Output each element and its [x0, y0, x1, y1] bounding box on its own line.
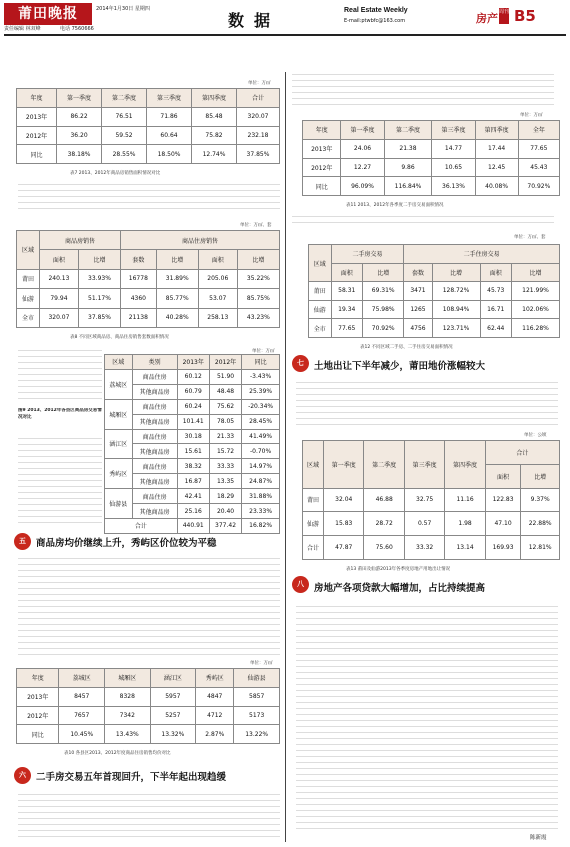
- table-cell: 8457: [59, 687, 105, 706]
- table-cell: 同比: [17, 145, 57, 164]
- table-cell: 其他商品房: [132, 504, 177, 519]
- table-cell: 31.89%: [156, 269, 198, 288]
- table-header: 第二季度: [102, 89, 147, 108]
- table12-unit: 单位：万㎡、套: [514, 235, 546, 240]
- table12-caption: 表12 不同区域二手房、二手住房交易面积情况: [360, 345, 453, 350]
- table-header: 区域: [309, 245, 332, 282]
- table-header: 第四季度: [445, 441, 485, 489]
- table-header: 面积: [40, 250, 79, 269]
- table-cell: 60.64: [147, 126, 192, 145]
- table-cell: 85.77%: [156, 289, 198, 308]
- column-divider: [285, 72, 286, 842]
- table-cell: 仙游县: [105, 489, 133, 519]
- section-number-badge: 五: [14, 533, 31, 550]
- table-cell: 12.27: [341, 158, 384, 177]
- masthead-logo: 莆田晚报: [4, 3, 92, 25]
- table-cell: 16778: [121, 269, 157, 288]
- table-cell: 71.86: [147, 107, 192, 126]
- table-cell: 其他商品房: [132, 444, 177, 459]
- table-cell: 70.92%: [518, 177, 559, 196]
- table-cell: 43.23%: [237, 308, 279, 327]
- table-cell: -3.43%: [242, 369, 280, 384]
- table12: [308, 244, 560, 338]
- table-cell: 36.13%: [432, 177, 475, 196]
- table-header: 商品住房销售: [121, 231, 280, 250]
- table-cell: 37.85%: [78, 308, 120, 327]
- table-cell: 121.99%: [512, 282, 560, 301]
- table-cell: 5957: [150, 687, 196, 706]
- table-header: 面积: [485, 464, 521, 488]
- table-header: 比增: [432, 263, 480, 282]
- table-header: 第三季度: [147, 89, 192, 108]
- section-title: 数据: [228, 11, 281, 30]
- table-header: 套数: [121, 250, 157, 269]
- table13: [302, 440, 560, 560]
- table-cell: 30.18: [177, 429, 209, 444]
- table-header: 类别: [132, 355, 177, 370]
- table-cell: 13.22%: [234, 725, 280, 744]
- table-cell: 19.34: [331, 300, 362, 319]
- table8-caption: 表8 不同区域商品房、商品住房销售套数面积情况: [70, 335, 169, 340]
- table-cell: 32.75: [404, 488, 444, 512]
- table-cell: 1.98: [445, 512, 485, 536]
- table-cell: 60.24: [177, 399, 209, 414]
- table-cell: 仙游: [17, 289, 40, 308]
- table-cell: 75.62: [209, 399, 241, 414]
- table-header: 第一季度: [341, 121, 384, 140]
- table-cell: 全市: [17, 308, 40, 327]
- table-row: [303, 536, 560, 560]
- table-header: 比增: [78, 250, 120, 269]
- table-cell: 2012年: [303, 158, 341, 177]
- page-number: B5: [514, 7, 536, 25]
- table13-caption: 表13 莆田及仙游2013年各季度房地产用地出让情况: [346, 567, 451, 572]
- body-text-block: [18, 556, 280, 658]
- table-header: 比增: [512, 263, 560, 282]
- table-cell: 17.44: [475, 139, 518, 158]
- table-row: [309, 282, 560, 301]
- table-header: 区域: [303, 441, 324, 489]
- table-cell: 16.71: [480, 300, 511, 319]
- table-header: 第三季度: [404, 441, 444, 489]
- phone-number: 电话 7560666: [60, 26, 94, 32]
- table-cell: 2013年: [17, 107, 57, 126]
- table8-unit: 单位：万㎡、套: [240, 223, 272, 228]
- table-cell: 25.16: [177, 504, 209, 519]
- table-cell: 9.86: [384, 158, 432, 177]
- table-cell: 莆田: [303, 488, 324, 512]
- table-cell: 320.07: [40, 308, 79, 327]
- table-cell: 3471: [404, 282, 432, 301]
- table-header: 第二季度: [384, 121, 432, 140]
- table-row: [303, 488, 560, 512]
- table-cell: 37.85%: [237, 145, 280, 164]
- table-cell: 40.28%: [156, 308, 198, 327]
- table-header: 2012年: [209, 355, 241, 370]
- table-header: 第一季度: [57, 89, 102, 108]
- table-cell: 4847: [196, 687, 234, 706]
- contact-email: E-mail:ptwbfc@163.com: [344, 18, 406, 24]
- table-cell: 7657: [59, 706, 105, 725]
- table9-unit: 单位：万㎡: [252, 349, 275, 354]
- section-heading: 房地产各项贷款大幅增加，占比持续提高: [314, 583, 486, 594]
- table-cell: 102.06%: [512, 300, 560, 319]
- table-cell: -0.70%: [242, 444, 280, 459]
- table-cell: 232.18: [237, 126, 280, 145]
- table-row: [303, 512, 560, 536]
- table-cell: 莆田: [17, 269, 40, 288]
- table-header: 区域: [105, 355, 133, 370]
- table-cell: 128.72%: [432, 282, 480, 301]
- table-cell: 51.17%: [78, 289, 120, 308]
- table-cell: 16.87: [177, 474, 209, 489]
- table-row: [105, 459, 280, 474]
- table-cell: 85.48: [192, 107, 237, 126]
- table-cell: 40.08%: [475, 177, 518, 196]
- section-tag: 房产: [476, 12, 498, 25]
- table-cell: 38.32: [177, 459, 209, 474]
- table-cell: 75.98%: [363, 300, 404, 319]
- table-cell: 7342: [105, 706, 151, 725]
- table-cell: 47.10: [485, 512, 521, 536]
- table-cell: 15.72: [209, 444, 241, 459]
- table7-unit: 单位：万㎡: [248, 81, 271, 86]
- table-cell: 合计: [105, 518, 178, 533]
- body-text-block: [292, 214, 554, 228]
- table-cell: 24.87%: [242, 474, 280, 489]
- table-header: 荔城区: [59, 669, 105, 688]
- table-header: 年度: [17, 669, 59, 688]
- table-cell: -20.34%: [242, 399, 280, 414]
- table-cell: 320.07: [237, 107, 280, 126]
- table-cell: 1265: [404, 300, 432, 319]
- table-row: [309, 300, 560, 319]
- section-number-badge: 七: [292, 355, 309, 372]
- table-cell: 38.18%: [57, 145, 102, 164]
- table-cell: 205.06: [198, 269, 237, 288]
- table-cell: 莆田: [309, 282, 332, 301]
- table-cell: 15.61: [177, 444, 209, 459]
- weekly-name: Real Estate Weekly: [344, 7, 408, 14]
- table-row: [17, 687, 280, 706]
- table-cell: 2012年: [17, 126, 57, 145]
- table-cell: 4360: [121, 289, 157, 308]
- table11-unit: 单位：万㎡: [520, 113, 543, 118]
- issue-date: 2014年1月30日 星期四: [96, 6, 150, 12]
- table-cell: 18.29: [209, 489, 241, 504]
- table-row: [17, 269, 280, 288]
- table-cell: 13.14: [445, 536, 485, 560]
- table-cell: 240.13: [40, 269, 79, 288]
- table-cell: 33.32: [404, 536, 444, 560]
- table-row: [105, 518, 280, 533]
- byline: 陈新霞: [530, 835, 547, 841]
- table-cell: 21138: [121, 308, 157, 327]
- table-cell: 21.33: [209, 429, 241, 444]
- table-cell: 5257: [150, 706, 196, 725]
- table-cell: 75.82: [192, 126, 237, 145]
- table-cell: 2012年: [17, 706, 59, 725]
- table-cell: 13.32%: [150, 725, 196, 744]
- table-cell: 0.57: [404, 512, 444, 536]
- table-cell: 258.13: [198, 308, 237, 327]
- table-cell: 14.97%: [242, 459, 280, 474]
- table9: [104, 354, 280, 534]
- table-header: 比增: [237, 250, 279, 269]
- table-header: 面积: [480, 263, 511, 282]
- table-cell: 13.43%: [105, 725, 151, 744]
- section-number-badge: 八: [292, 576, 309, 593]
- table-cell: 122.83: [485, 488, 521, 512]
- table-cell: 5857: [234, 687, 280, 706]
- table-cell: 85.75%: [237, 289, 279, 308]
- table-row: [105, 399, 280, 414]
- table-cell: 商品住房: [132, 429, 177, 444]
- table-row: [17, 145, 280, 164]
- table-row: [17, 107, 280, 126]
- table-cell: 377.42: [209, 518, 241, 533]
- table-cell: 14.77: [432, 139, 475, 158]
- table-header: 合计: [237, 89, 280, 108]
- table13-unit: 单位：公顷: [524, 433, 547, 438]
- table-cell: 合计: [303, 536, 324, 560]
- table-header: 年度: [303, 121, 341, 140]
- table-row: [17, 725, 280, 744]
- table-cell: 商品住房: [132, 459, 177, 474]
- table-header: 秀屿区: [196, 669, 234, 688]
- table-cell: 8328: [105, 687, 151, 706]
- table-row: [17, 126, 280, 145]
- table-cell: 2013年: [17, 687, 59, 706]
- table-row: [17, 289, 280, 308]
- table-header: 比增: [156, 250, 198, 269]
- table-cell: 35.22%: [237, 269, 279, 288]
- table-cell: 18.50%: [147, 145, 192, 164]
- table-cell: 2013年: [303, 139, 341, 158]
- table8: [16, 230, 280, 328]
- section-heading: 土地出让下半年减少，莆田地价涨幅较大: [314, 361, 486, 372]
- table-cell: 76.51: [102, 107, 147, 126]
- table-cell: 仙游: [303, 512, 324, 536]
- table-cell: 商品住房: [132, 489, 177, 504]
- table7: [16, 88, 280, 164]
- table-header: 第一季度: [324, 441, 364, 489]
- table-cell: 51.90: [209, 369, 241, 384]
- section-number-badge: 六: [14, 767, 31, 784]
- table-row: [17, 308, 280, 327]
- table-header: 第二季度: [364, 441, 404, 489]
- section-heading: 二手房交易五年首现回升，下半年起出现趋缓: [36, 772, 227, 783]
- table-cell: 秀屿区: [105, 459, 133, 489]
- header-rule: [4, 34, 566, 36]
- table-cell: 20.40: [209, 504, 241, 519]
- table-cell: 33.93%: [78, 269, 120, 288]
- table-cell: 45.73: [480, 282, 511, 301]
- table11: [302, 120, 560, 196]
- table-cell: 75.60: [364, 536, 404, 560]
- table-cell: 其他商品房: [132, 384, 177, 399]
- table-cell: 169.93: [485, 536, 521, 560]
- table-cell: 32.04: [324, 488, 364, 512]
- table10-caption: 表10 各县区2013、2012年度商品住房销售均价对比: [64, 751, 171, 756]
- weekly-tag: 周刊: [499, 8, 509, 24]
- table-header: 二手住房交易: [404, 245, 560, 264]
- table-cell: 涵江区: [105, 429, 133, 459]
- table-header: 同比: [242, 355, 280, 370]
- table-row: [105, 489, 280, 504]
- table-cell: 2.87%: [196, 725, 234, 744]
- table-cell: 全市: [309, 319, 332, 338]
- table-cell: 41.49%: [242, 429, 280, 444]
- table-cell: 其他商品房: [132, 474, 177, 489]
- table-cell: 108.94%: [432, 300, 480, 319]
- table-cell: 101.41: [177, 414, 209, 429]
- table-cell: 60.79: [177, 384, 209, 399]
- table-cell: 城厢区: [105, 399, 133, 429]
- table-header: 年度: [17, 89, 57, 108]
- sidebar-text: [18, 436, 102, 528]
- table-cell: 4712: [196, 706, 234, 725]
- editor-credit: 责任编辑 林双峰: [4, 26, 41, 32]
- table-cell: 36.20: [57, 126, 102, 145]
- table-cell: 12.45: [475, 158, 518, 177]
- table-cell: 33.33: [209, 459, 241, 474]
- table-cell: 12.74%: [192, 145, 237, 164]
- table-cell: 60.12: [177, 369, 209, 384]
- table-cell: 45.43: [518, 158, 559, 177]
- table-cell: 10.45%: [59, 725, 105, 744]
- table-cell: 69.31%: [363, 282, 404, 301]
- table-cell: 5173: [234, 706, 280, 725]
- body-text-block: [18, 792, 280, 842]
- table10: [16, 668, 280, 744]
- table-cell: 25.39%: [242, 384, 280, 399]
- table-cell: 47.87: [324, 536, 364, 560]
- body-text-block: [296, 380, 558, 428]
- table-cell: 123.71%: [432, 319, 480, 338]
- body-text-block: [296, 604, 558, 830]
- table-header: 商品房销售: [40, 231, 121, 250]
- body-text-block: [18, 182, 280, 210]
- table-cell: 42.41: [177, 489, 209, 504]
- table-cell: 23.33%: [242, 504, 280, 519]
- body-text-block: [292, 72, 554, 106]
- table-cell: 同比: [17, 725, 59, 744]
- table-cell: 31.88%: [242, 489, 280, 504]
- table-header: 合计: [485, 441, 559, 465]
- table-cell: 440.91: [177, 518, 209, 533]
- table-header: 比增: [363, 263, 404, 282]
- table-cell: 78.05: [209, 414, 241, 429]
- table-row: [303, 139, 560, 158]
- table-cell: 其他商品房: [132, 414, 177, 429]
- table-header: 第四季度: [475, 121, 518, 140]
- table-cell: 商品住房: [132, 399, 177, 414]
- sidebar-text: [18, 348, 102, 403]
- table-header: 第四季度: [192, 89, 237, 108]
- table-cell: 28.55%: [102, 145, 147, 164]
- table-cell: 16.82%: [242, 518, 280, 533]
- table-header: 面积: [198, 250, 237, 269]
- table-cell: 同比: [303, 177, 341, 196]
- table-cell: 53.07: [198, 289, 237, 308]
- table-cell: 10.65: [432, 158, 475, 177]
- table-row: [309, 319, 560, 338]
- figure-caption: 图9 2013、2012年各县区商品房交易情况对比: [18, 408, 102, 420]
- table-header: 比增: [521, 464, 560, 488]
- table-cell: 荔城区: [105, 369, 133, 399]
- table-cell: 77.65: [518, 139, 559, 158]
- table-cell: 116.28%: [512, 319, 560, 338]
- table-cell: 9.37%: [521, 488, 560, 512]
- table-header: 涵江区: [150, 669, 196, 688]
- table-header: 城厢区: [105, 669, 151, 688]
- table-cell: 86.22: [57, 107, 102, 126]
- table-header: 第三季度: [432, 121, 475, 140]
- table-header: 面积: [331, 263, 362, 282]
- table-cell: 70.92%: [363, 319, 404, 338]
- table-cell: 59.52: [102, 126, 147, 145]
- table-cell: 116.84%: [384, 177, 432, 196]
- table-cell: 仙游: [309, 300, 332, 319]
- table-row: [105, 369, 280, 384]
- table-header: 全年: [518, 121, 559, 140]
- table-cell: 96.09%: [341, 177, 384, 196]
- table-cell: 12.81%: [521, 536, 560, 560]
- table-row: [105, 429, 280, 444]
- table-row: [303, 158, 560, 177]
- table-header: 仙游县: [234, 669, 280, 688]
- table7-caption: 表7 2013、2012年商品房销售面积情况对比: [70, 171, 161, 176]
- table-row: [17, 706, 280, 725]
- table-cell: 28.72: [364, 512, 404, 536]
- table-cell: 商品住房: [132, 369, 177, 384]
- table-cell: 58.31: [331, 282, 362, 301]
- table-cell: 79.94: [40, 289, 79, 308]
- table-cell: 4756: [404, 319, 432, 338]
- table-header: 套数: [404, 263, 432, 282]
- table11-caption: 表11 2013、2012年各季度二手房交易面积情况: [346, 203, 444, 208]
- table-cell: 77.65: [331, 319, 362, 338]
- table-cell: 13.35: [209, 474, 241, 489]
- table-header: 二手房交易: [331, 245, 404, 264]
- table-row: [303, 177, 560, 196]
- table10-unit: 单位：万㎡: [250, 661, 273, 666]
- table-header: 2013年: [177, 355, 209, 370]
- table-cell: 22.88%: [521, 512, 560, 536]
- table-cell: 48.48: [209, 384, 241, 399]
- table-header: 区域: [17, 231, 40, 270]
- table-cell: 21.38: [384, 139, 432, 158]
- table-cell: 11.16: [445, 488, 485, 512]
- table-cell: 28.45%: [242, 414, 280, 429]
- table-cell: 62.44: [480, 319, 511, 338]
- table-cell: 24.06: [341, 139, 384, 158]
- table-cell: 46.88: [364, 488, 404, 512]
- section-heading: 商品房均价继续上升，秀屿区价位较为平稳: [36, 538, 217, 549]
- table-cell: 15.83: [324, 512, 364, 536]
